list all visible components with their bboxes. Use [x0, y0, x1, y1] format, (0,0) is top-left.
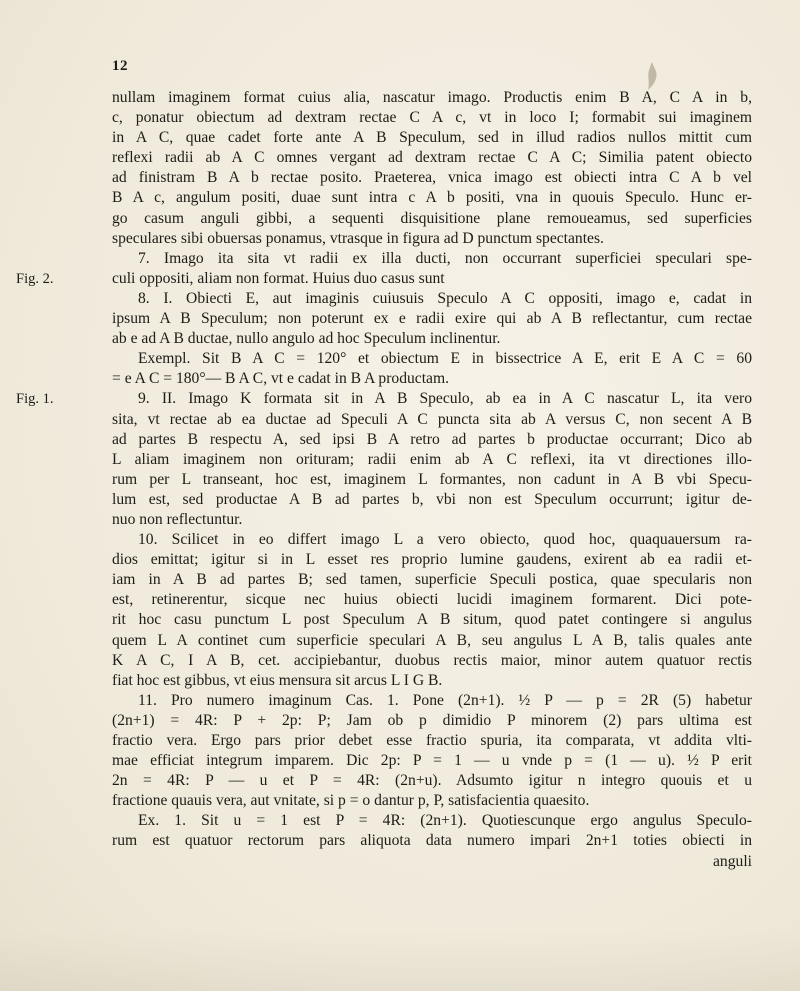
- text-line: [112, 671, 752, 691]
- text-line-content: in A C, quae cadet forte ante A B Speculum, sed in illud radios nullos mittit cum: [112, 129, 752, 147]
- text-line-content: lum est, sed productae A B ad partes b, vbi non est Speculum occurrunt; igitur de-: [112, 490, 752, 508]
- text-line-content: est, retinerentur, sicque nec huius obiecti lucidi imaginem formarent. Dici pote-: [112, 591, 752, 609]
- text-line: [112, 490, 752, 510]
- text-line: [112, 510, 752, 530]
- text-line-content: 2n = 4R: P — u et P = 4R: (2n+u). Adsumto igitur n integro quouis et u: [112, 772, 752, 790]
- text-line-content: fiat hoc est gibbus, vt eius mensura sit arcus L I G B.: [112, 671, 443, 689]
- text-line-content: anguli: [713, 852, 752, 870]
- text-line-content: Exempl. Sit B A C = 120° et obiectum E in bissectrice A E, erit E A C = 60: [138, 350, 752, 368]
- text-line: [112, 289, 752, 309]
- text-line-content: 9. II. Imago K formata sit in A B Speculo, ab ea in A C nascatur L, ita vero: [138, 390, 752, 408]
- text-line-content: = e A C = 180°— B A C, vt e cadat in B A productam.: [112, 370, 449, 388]
- text-line: [112, 711, 752, 731]
- text-line-content: culi oppositi, aliam non format. Huius duo casus sunt: [112, 269, 445, 287]
- text-line: [112, 148, 752, 168]
- text-line-content: nullam imaginem format cuius alia, nascatur imago. Productis enim B A, C A in b,: [112, 89, 752, 106]
- text-line: [112, 88, 752, 108]
- text-line-content: rum per L transeant, hoc est, imaginem L formantes, non cadunt in A B vbi Specu-: [112, 470, 752, 488]
- text-line-content: go casum anguli gibbi, a sequenti disquisitione plane remoueamus, sed superficies: [112, 209, 752, 227]
- text-line-content: 8. I. Obiecti E, aut imaginis cuiusuis Speculo A C oppositi, imago e, cadat in: [138, 289, 752, 307]
- text-line: [112, 309, 752, 329]
- text-line-content: c, ponatur obiectum ad dextram rectae C A c, vt in loco I; formabit sui imaginem: [112, 109, 752, 127]
- text-line-content: Ex. 1. Sit u = 1 est P = 4R: (2n+1). Quotiescunque ergo angulus Speculo-: [138, 812, 752, 830]
- text-line-content: iam in A B ad partes B; sed tamen, superficie Speculi postica, quae specularis non: [112, 571, 752, 589]
- body-text: [16, 88, 752, 872]
- text-line: [112, 570, 752, 590]
- text-line: [112, 831, 752, 851]
- text-line: [112, 550, 752, 570]
- ink-blot-mark: [644, 62, 660, 90]
- text-line: [112, 188, 752, 208]
- text-line: [112, 168, 752, 188]
- text-line-content: L aliam imaginem non orituram; radii enim ab A C reflexi, ita vt directiones illo-: [112, 450, 752, 468]
- text-line-content: ab e ad A B ductae, nullo angulo ad hoc Speculum inclinentur.: [112, 330, 501, 348]
- text-line-content: rit hoc casu punctum L post Speculum A B situm, quod patet contingere si angulus: [112, 611, 752, 629]
- figure-reference-margin-note: Fig. 1.: [16, 391, 54, 408]
- text-line: [112, 249, 752, 269]
- text-line: [112, 751, 752, 771]
- text-line: [16, 269, 752, 289]
- text-line-content: 7. Imago ita sita vt radii ex illa ducti, non occurrant superficiei speculari spe-: [138, 249, 752, 267]
- text-line-content: ipsum A B Speculum; non poterunt ex e radii exire qui ab A B reflectantur, cum rectae: [112, 310, 752, 328]
- text-line: [112, 410, 752, 430]
- text-line-content: ad partes B respectu A, sed ipsi B A retro ad partes b productae occurrant; Dico ab: [112, 430, 752, 448]
- text-line-content: (2n+1) = 4R: P + 2p: P; Jam ob p dimidio P minorem (2) pars ultima est: [112, 711, 752, 729]
- text-line: [112, 329, 752, 349]
- text-line: [112, 128, 752, 148]
- text-line-content: fractione quauis vera, aut vnitate, si p = o dantur p, P, satisfacientia quaesito.: [112, 792, 590, 810]
- text-line: [112, 811, 752, 831]
- text-line-content: 10. Scilicet in eo differt imago L a vero obiecto, quod hoc, quaquauersum ra-: [138, 531, 752, 549]
- text-line-content: quem L A continet cum superficie speculari A B, seu angulus L A B, talis quales ante: [112, 631, 752, 649]
- text-line: [112, 108, 752, 128]
- text-line: [112, 771, 752, 791]
- text-line-content: mae efficiat integrum imparem. Dic 2p: P = 1 — u vnde p = (1 — u). ½ P erit: [112, 752, 752, 770]
- text-line: [112, 791, 752, 811]
- text-line-content: speculares sibi obuersas ponamus, vtrasque in figura ad D punctum spectantes.: [112, 229, 604, 247]
- text-line-content: K A C, I A B, cet. accipiebantur, duobus rectis maior, minor autem quatuor rectis: [112, 651, 752, 669]
- text-line: [112, 209, 752, 229]
- text-line: [112, 369, 752, 389]
- text-line: [112, 631, 752, 651]
- text-line-content: rum est quatuor rectorum pars aliquota data numero impari 2n+1 toties obiecti in: [112, 832, 752, 850]
- text-line-content: sita, vt rectae ab ea ductae ad Speculi A C puncta sita ab A versus C, non secent A B: [112, 410, 752, 428]
- text-line: [112, 229, 752, 249]
- text-line: [112, 590, 752, 610]
- text-line: [112, 651, 752, 671]
- text-line: [112, 450, 752, 470]
- text-line: [112, 731, 752, 751]
- text-line: [16, 389, 752, 409]
- text-line-content: ad finistram B A b rectae posito. Praeterea, vnica imago est obiecti intra C A b vel: [112, 169, 752, 187]
- text-line-content: reflexi radii ab A C omnes vergant ad dextram rectae C A C; Similia patent obiecto: [112, 149, 752, 167]
- text-line: [112, 691, 752, 711]
- text-line-content: fractio vera. Ergo pars prior debet esse fractio spuria, ita comparata, vt addita vlti-: [112, 732, 752, 749]
- page-number: 12: [112, 58, 128, 74]
- text-line-content: dios emittat; igitur si in L esset res proprio lumine gaudens, exirent ab ea radii et-: [112, 551, 752, 569]
- text-line-content: 11. Pro numero imaginum Cas. 1. Pone (2n+1). ½ P — p = 2R (5) habetur: [138, 691, 752, 709]
- text-line: [112, 530, 752, 550]
- text-line: [112, 430, 752, 450]
- text-line: [112, 470, 752, 490]
- text-line-content: nuo non reflectuntur.: [112, 510, 243, 528]
- page-edge-shading: [0, 931, 800, 991]
- text-line: [112, 852, 752, 872]
- text-line-content: B A c, angulum positi, duae sunt intra c A b positi, vna in quouis Speculo. Hunc er-: [112, 189, 752, 207]
- text-line: [112, 610, 752, 630]
- text-line: [112, 349, 752, 369]
- figure-reference-margin-note: Fig. 2.: [16, 270, 54, 287]
